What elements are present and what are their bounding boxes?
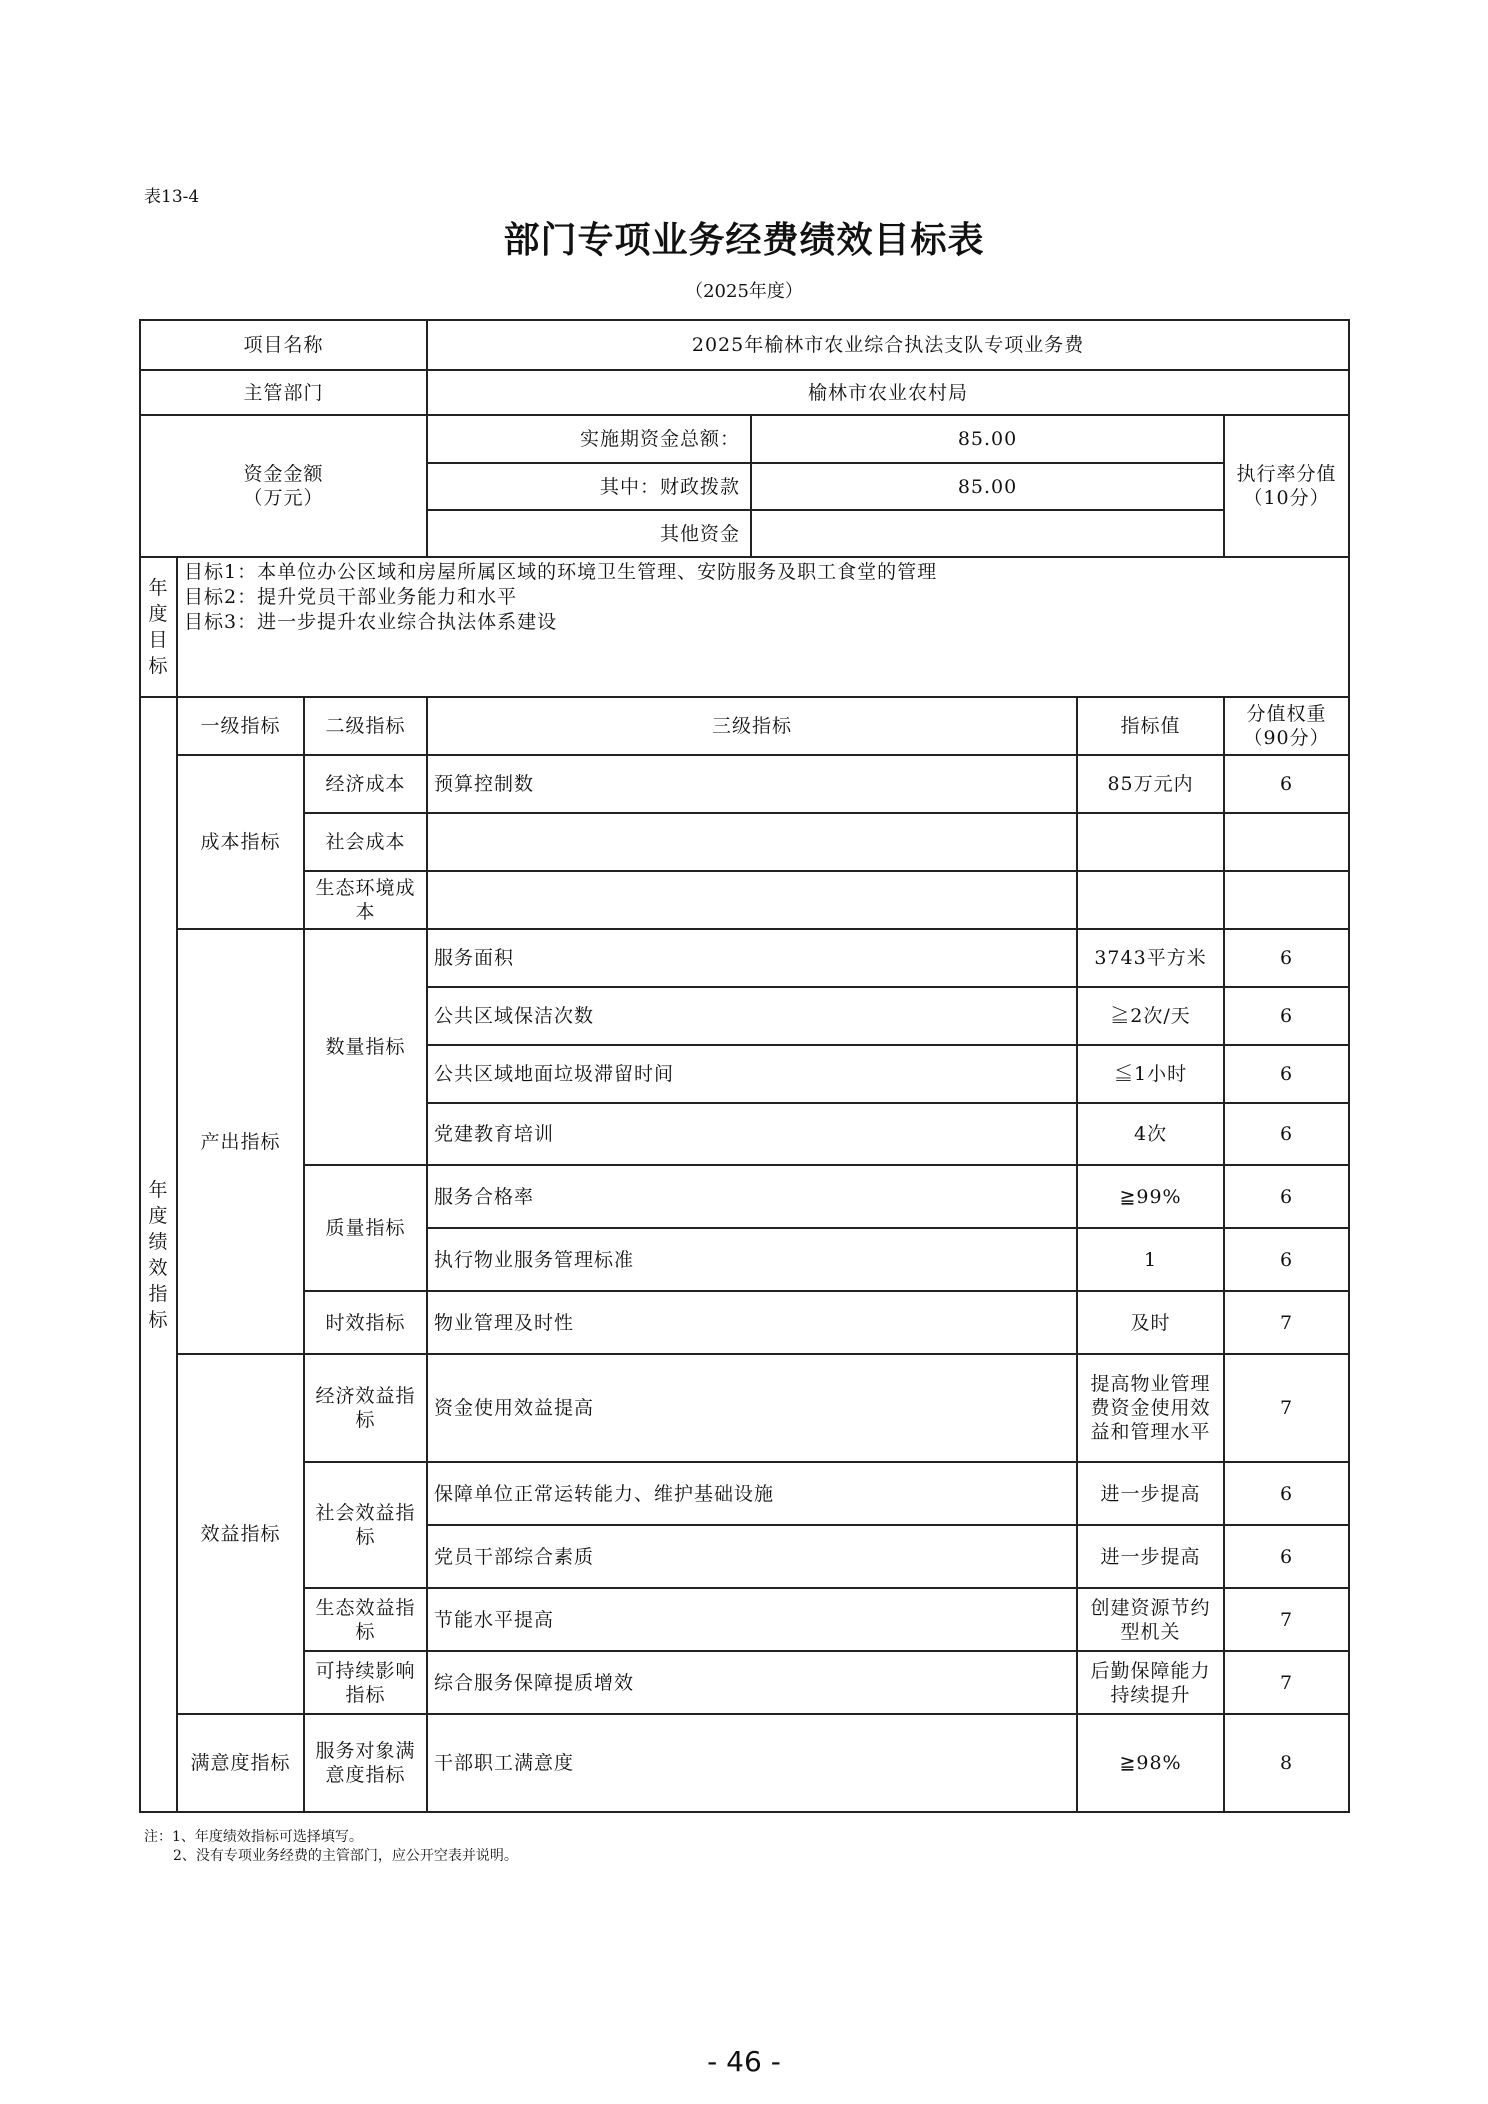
indicator-l3: 执行物业服务管理标准 <box>427 1228 1077 1291</box>
indicator-weight: 6 <box>1224 755 1349 813</box>
indicator-weight: 7 <box>1224 1588 1349 1651</box>
indicator-value: 85万元内 <box>1077 755 1224 813</box>
funds-unit: （万元） <box>243 487 324 509</box>
level1-output: 产出指标 <box>177 929 304 1354</box>
goal-line: 目标2：提升党员干部业务能力和水平 <box>184 586 518 608</box>
level2-sustainable: 可持续影响指标 <box>304 1651 427 1714</box>
level2-social-cost: 社会成本 <box>304 813 427 871</box>
indicator-value: 3743平方米 <box>1077 929 1224 987</box>
project-name-label: 项目名称 <box>140 320 427 370</box>
funds-total-value: 85.00 <box>751 415 1224 463</box>
indicator-l3: 公共区域地面垃圾滞留时间 <box>427 1045 1077 1103</box>
level2-eco-cost: 生态环境成本 <box>304 871 427 929</box>
exec-rate-cell <box>1224 415 1349 557</box>
level1-satisfaction: 满意度指标 <box>177 1714 304 1812</box>
level2-eco-benefit: 生态效益指标 <box>304 1588 427 1651</box>
header-level3: 三级指标 <box>427 697 1077 755</box>
dept-value: 榆林市农业农村局 <box>427 370 1349 415</box>
level2-timeliness: 时效指标 <box>304 1291 427 1354</box>
annual-goals-content <box>177 557 1349 697</box>
indicator-weight: 6 <box>1224 1165 1349 1228</box>
indicators-side-label-cell <box>140 697 177 1812</box>
indicator-value: ≧98% <box>1077 1714 1224 1812</box>
note-line-2: 2、没有专项业务经费的主管部门，应公开空表并说明。 <box>173 1848 518 1864</box>
project-name-value: 2025年榆林市农业综合执法支队专项业务费 <box>427 320 1349 370</box>
indicator-value: 提高物业管理费资金使用效益和管理水平 <box>1077 1354 1224 1462</box>
header-weight-cell <box>1224 697 1349 755</box>
level2-social-benefit: 社会效益指标 <box>304 1462 427 1588</box>
indicator-l3: 节能水平提高 <box>427 1588 1077 1651</box>
indicator-weight: 6 <box>1224 1045 1349 1103</box>
annual-goals-label-cell <box>140 557 177 697</box>
level2-service-satisfaction: 服务对象满意度指标 <box>304 1714 427 1812</box>
indicator-weight <box>1224 813 1349 871</box>
indicator-l3 <box>427 813 1077 871</box>
indicator-l3: 党员干部综合素质 <box>427 1525 1077 1588</box>
note-line-1: 注：1、年度绩效指标可选择填写。 <box>144 1829 363 1845</box>
indicator-value: 及时 <box>1077 1291 1224 1354</box>
header-weight-sub: （90分） <box>1243 727 1330 749</box>
indicator-weight: 6 <box>1224 1103 1349 1165</box>
indicators-side-label: 年度绩效指标 <box>148 1178 169 1331</box>
funds-other-label: 其他资金 <box>427 510 751 557</box>
indicator-weight: 7 <box>1224 1651 1349 1714</box>
performance-table <box>139 319 1350 1813</box>
header-level1: 一级指标 <box>177 697 304 755</box>
page-number: - 46 - <box>707 2045 781 2078</box>
indicator-l3 <box>427 871 1077 929</box>
level1-benefit: 效益指标 <box>177 1354 304 1714</box>
indicator-value <box>1077 813 1224 871</box>
indicator-l3: 公共区域保洁次数 <box>427 987 1077 1045</box>
level2-economic-benefit: 经济效益指标 <box>304 1354 427 1462</box>
indicator-weight: 6 <box>1224 987 1349 1045</box>
fiscal-year: （2025年度） <box>685 281 803 302</box>
indicator-value: 后勤保障能力持续提升 <box>1077 1651 1224 1714</box>
dept-label: 主管部门 <box>140 370 427 415</box>
indicator-value: 进一步提高 <box>1077 1462 1224 1525</box>
indicator-value: 创建资源节约型机关 <box>1077 1588 1224 1651</box>
indicator-value: ≧2次/天 <box>1077 987 1224 1045</box>
indicator-l3: 党建教育培训 <box>427 1103 1077 1165</box>
page-title: 部门专项业务经费绩效目标表 <box>503 220 985 261</box>
annual-goals-label: 年度目标 <box>148 577 169 677</box>
level1-cost: 成本指标 <box>177 755 304 929</box>
header-level2: 二级指标 <box>304 697 427 755</box>
funds-label-cell <box>140 415 427 557</box>
funds-total-label: 实施期资金总额： <box>427 415 751 463</box>
indicator-value: ≧99% <box>1077 1165 1224 1228</box>
exec-rate-score: （10分） <box>1243 487 1330 509</box>
funds-other-value <box>751 510 1224 557</box>
indicator-l3: 服务面积 <box>427 929 1077 987</box>
indicator-value: ≦1小时 <box>1077 1045 1224 1103</box>
header-weight: 分值权重 <box>1246 703 1327 725</box>
indicator-l3: 资金使用效益提高 <box>427 1354 1077 1462</box>
indicator-value: 1 <box>1077 1228 1224 1291</box>
indicator-l3: 预算控制数 <box>427 755 1077 813</box>
funds-fiscal-value: 85.00 <box>751 463 1224 510</box>
indicator-l3: 物业管理及时性 <box>427 1291 1077 1354</box>
indicator-value: 4次 <box>1077 1103 1224 1165</box>
indicator-value: 进一步提高 <box>1077 1525 1224 1588</box>
funds-fiscal-label: 其中：财政拨款 <box>427 463 751 510</box>
indicator-weight: 8 <box>1224 1714 1349 1812</box>
indicator-l3: 综合服务保障提质增效 <box>427 1651 1077 1714</box>
header-value: 指标值 <box>1077 697 1224 755</box>
level2-economic-cost: 经济成本 <box>304 755 427 813</box>
indicator-l3: 服务合格率 <box>427 1165 1077 1228</box>
funds-label: 资金金额 <box>243 463 324 485</box>
indicator-weight: 6 <box>1224 1462 1349 1525</box>
goal-line: 目标3：进一步提升农业综合执法体系建设 <box>184 611 558 633</box>
indicator-weight: 7 <box>1224 1291 1349 1354</box>
indicator-weight <box>1224 871 1349 929</box>
goal-line: 目标1：本单位办公区域和房屋所属区域的环境卫生管理、安防服务及职工食堂的管理 <box>184 561 938 583</box>
indicator-weight: 6 <box>1224 1525 1349 1588</box>
exec-rate-label: 执行率分值 <box>1236 463 1337 485</box>
indicator-l3: 保障单位正常运转能力、维护基础设施 <box>427 1462 1077 1525</box>
indicator-value <box>1077 871 1224 929</box>
indicator-weight: 6 <box>1224 929 1349 987</box>
table-code: 表13-4 <box>144 187 200 207</box>
level2-quality: 质量指标 <box>304 1165 427 1291</box>
indicator-weight: 6 <box>1224 1228 1349 1291</box>
level2-quantity: 数量指标 <box>304 929 427 1165</box>
indicator-weight: 7 <box>1224 1354 1349 1462</box>
indicator-l3: 干部职工满意度 <box>427 1714 1077 1812</box>
